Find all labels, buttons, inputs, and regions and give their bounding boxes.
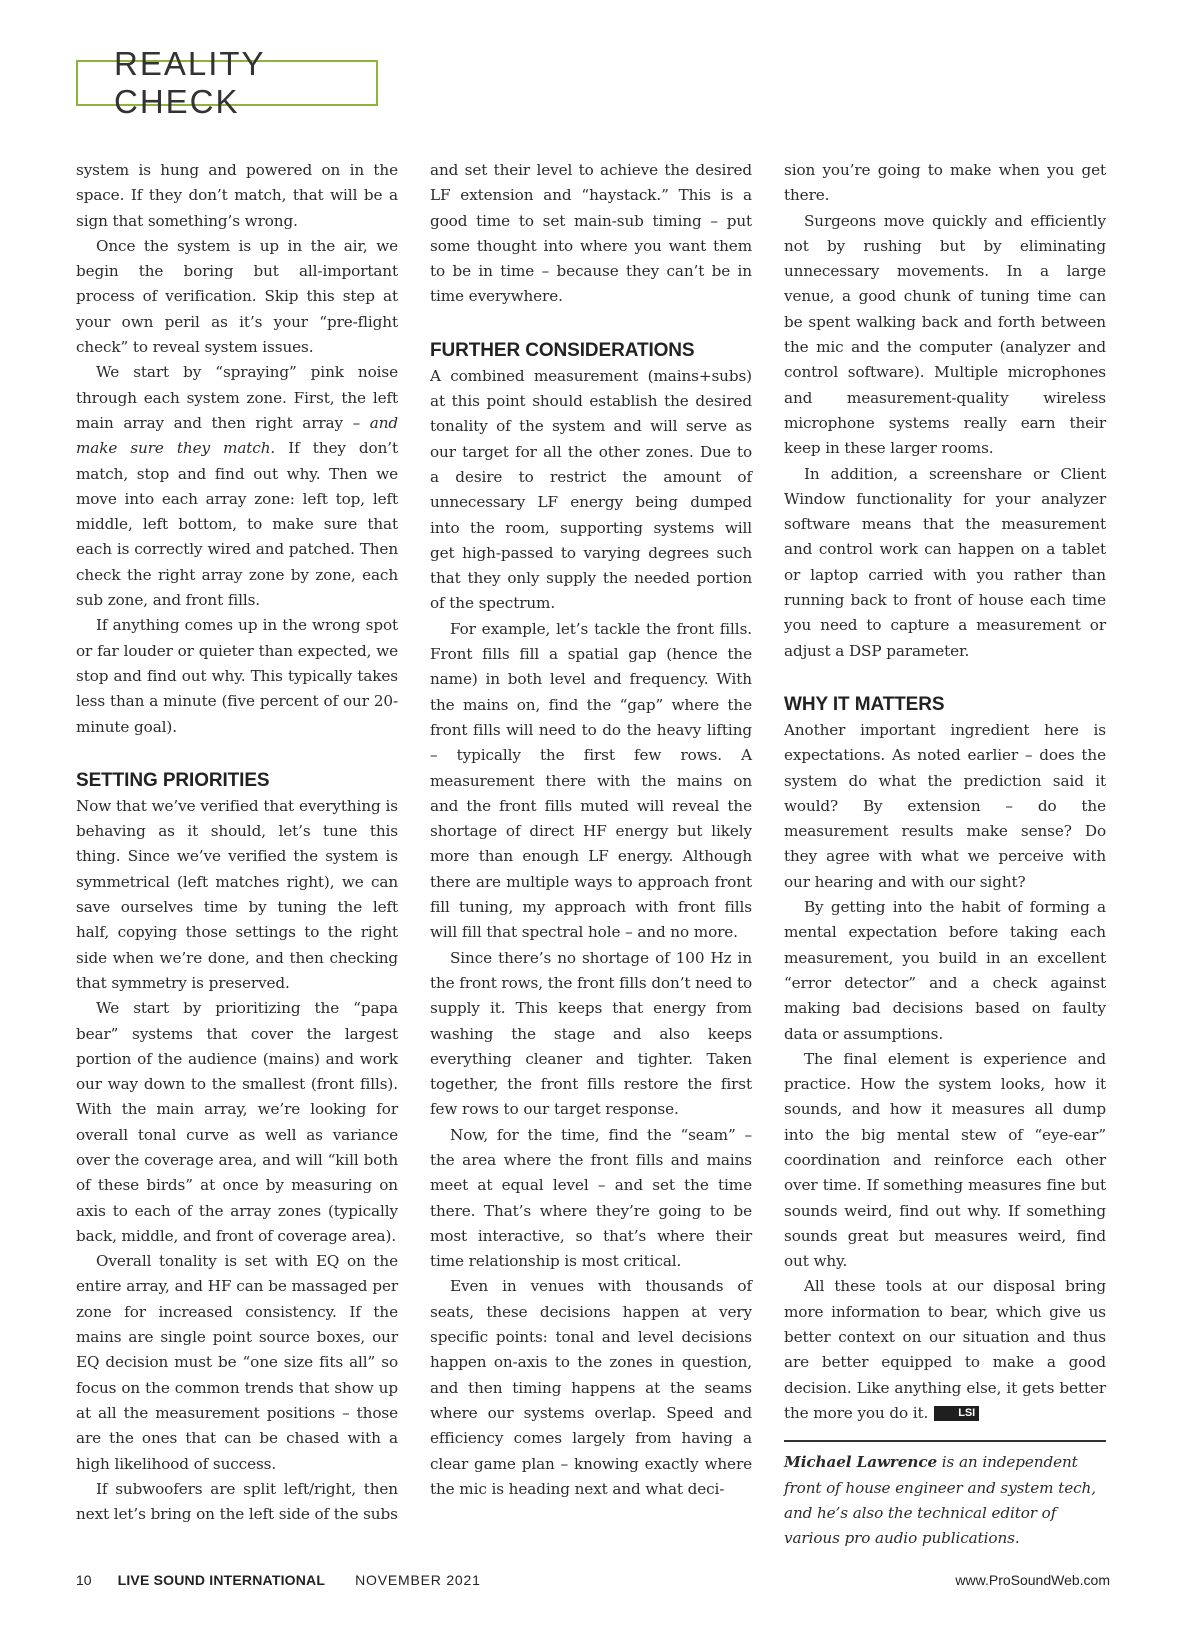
- paragraph: Once the system is up in the air, we begin the boring but all-important process of verification. Skip this step at your own peril as it’s your “pre-flight check” to reveal system issues.: [76, 236, 398, 357]
- divider: [784, 1440, 1106, 1442]
- paragraph: [76, 360, 398, 613]
- article-column-1: [76, 158, 398, 1527]
- paragraph: sion you’re going to make when you get there.: [784, 161, 1106, 205]
- subheading-why-it-matters: WHY IT MATTERS: [784, 693, 945, 715]
- paragraph: Surgeons move quickly and efficiently not by rushing but by eliminating unnecessary movements. In a large venue, a good chunk of tuning time can be spent walking back and forth between the mic and the computer (analyzer and control software). Multiple microphones and measurement-quality wireless microphone systems really earn their keep in these larger rooms.: [784, 211, 1106, 458]
- author-bio-text: is an independent front of house engineer and system tech, and he’s also the technical editor of various pro audio publications.: [784, 1453, 1096, 1548]
- paragraph: In addition, a screenshare or Client Window functionality for your analyzer software means that the measurement and control work can happen on a tablet or laptop carried with you rather than running back to front of house each time you need to capture a measurement or adjust a DSP parameter.: [784, 464, 1106, 660]
- article-column-2: [430, 158, 752, 1502]
- subheading-setting-priorities: SETTING PRIORITIES: [76, 769, 270, 791]
- paragraph: and set their level to achieve the desired LF extension and “haystack.” This is a good time to set main-sub timing – put some thought into where you want them to be in time – because they can’t be in time everywhere.: [430, 161, 752, 306]
- section-tag: [76, 45, 378, 120]
- paragraph: [784, 1274, 1106, 1426]
- paragraph: Now, for the time, find the “seam” – the area where the front fills and mains meet at equal level – and set the time there. That’s where they’re going to be most interactive, so that’s where their time relationship is most critical.: [430, 1125, 752, 1271]
- paragraph: Overall tonality is set with EQ on the entire array, and HF can be massaged per zone for increased consistency. If the mains are single point source boxes, our EQ decision must be “one size fits all” so focus on the common trends that show up at all the measurement positions – those are the ones that can be chased with a high likelihood of success.: [76, 1252, 398, 1473]
- paragraph: If subwoofers are split left/right, then next let’s bring on the left side of the subs: [76, 1479, 398, 1524]
- paragraph: A combined measurement (mains+subs) at this point should establish the desired tonality of the system and will serve as our target for all the other zones. Due to a desire to restrict the amount of unnecessary LF energy being dumped into the room, supporting systems will get high-passed to varying degrees such that they only supply the needed portion of the spectrum.: [430, 366, 752, 613]
- paragraph: We start by prioritizing the “papa bear” systems that cover the largest portion of the audience (mains) and work our way down to the smallest (front fills). With the main array, we’re looking for overall tonal curve as well as variance over the coverage area, and will “kill both of these birds” at once by measuring on axis to each of the array zones (typically back, middle, and front of coverage area).: [76, 999, 398, 1245]
- emphasis: and make sure they match.: [76, 413, 398, 458]
- page-footer: [76, 1572, 1110, 1588]
- end-mark-badge: LSI: [934, 1406, 979, 1421]
- paragraph: Even in venues with thousands of seats, these decisions happen at very specific points: tonal and level decisions happen on-axis to the zones in question, and then timing happens at the seams where our systems overlap. Speed and efficiency comes largely from having a clear game plan – knowing exactly where the mic is heading next and what deci-: [430, 1277, 752, 1498]
- section-tag-label: REALITY CHECK: [114, 45, 265, 120]
- paragraph: Now that we’ve verified that everything is behaving as it should, let’s tune this thing. Since we’ve verified the system is symmetrical (left matches right), we can save ourselves time by tuning the left half, copying those settings to the right side when we’re done, and then checking that symmetry is preserved.: [76, 796, 398, 992]
- paragraph: If anything comes up in the wrong spot or far louder or quieter than expected, we stop and find out why. This typically takes less than a minute (five percent of our 20-minute goal).: [76, 616, 398, 736]
- text-run: We start by “spraying” pink noise through each system zone. First, the left main array and then right array –: [76, 363, 398, 432]
- paragraph: Another important ingredient here is expectations. As noted earlier – does the system do what the prediction said it would? By extension – do the measurement results make sense? Do they agree with what we perceive with our hearing and with our sight?: [784, 720, 1106, 891]
- text-run: If they don’t match, stop and find out why. Then we move into each array zone: left top, left middle, left bottom, to make sure that each is correctly wired and patched. Then check the right array zone by zone, each sub zone, and front fills.: [76, 439, 398, 610]
- magazine-name: LIVE SOUND INTERNATIONAL: [117, 1572, 326, 1588]
- subheading-further-considerations: FURTHER CONSIDERATIONS: [430, 339, 695, 361]
- author-bio: [784, 1450, 1106, 1551]
- paragraph: system is hung and powered on in the space. If they don’t match, that will be a sign that something’s wrong.: [76, 161, 398, 230]
- author-name: Michael Lawrence: [784, 1453, 938, 1472]
- paragraph: The final element is experience and practice. How the system looks, how it sounds, and how it measures all dump into the big mental stew of “eye-ear” coordination and reinforce each other over time. If something measures fine but sounds weird, find out why. If something sounds great but measures weird, find out why.: [784, 1049, 1106, 1271]
- page-number: 10: [76, 1572, 92, 1588]
- paragraph: By getting into the habit of forming a mental expectation before taking each measurement, you build in an excellent “error detector” and a check against making bad decisions based on faulty data or assumptions.: [784, 898, 1106, 1043]
- text-run: All these tools at our disposal bring more information to bear, which give us better context on our situation and thus are better equipped to make a good decision. Like anything else, it gets better the more you do it.: [784, 1277, 1106, 1422]
- paragraph: For example, let’s tackle the front fills. Front fills fill a spatial gap (hence the name) in both level and frequency. With the mains on, find the “gap” where the front fills will need to do the heavy lifting – typically the first few rows. A measurement there with the mains on and the front fills muted will reveal the shortage of direct HF energy but likely more than enough LF energy. Although there are multiple ways to approach front fill tuning, my approach with front fills will fill that spectral hole – and no more.: [430, 619, 752, 942]
- paragraph: Since there’s no shortage of 100 Hz in the front rows, the front fills don’t need to supply it. This keeps that energy from washing the stage and also keeps everything cleaner and tighter. Taken together, the front fills restore the first few rows to our target response.: [430, 948, 753, 1119]
- issue-date: NOVEMBER 2021: [355, 1572, 481, 1588]
- website-link[interactable]: www.ProSoundWeb.com: [955, 1572, 1110, 1588]
- article-column-3: [784, 158, 1106, 1551]
